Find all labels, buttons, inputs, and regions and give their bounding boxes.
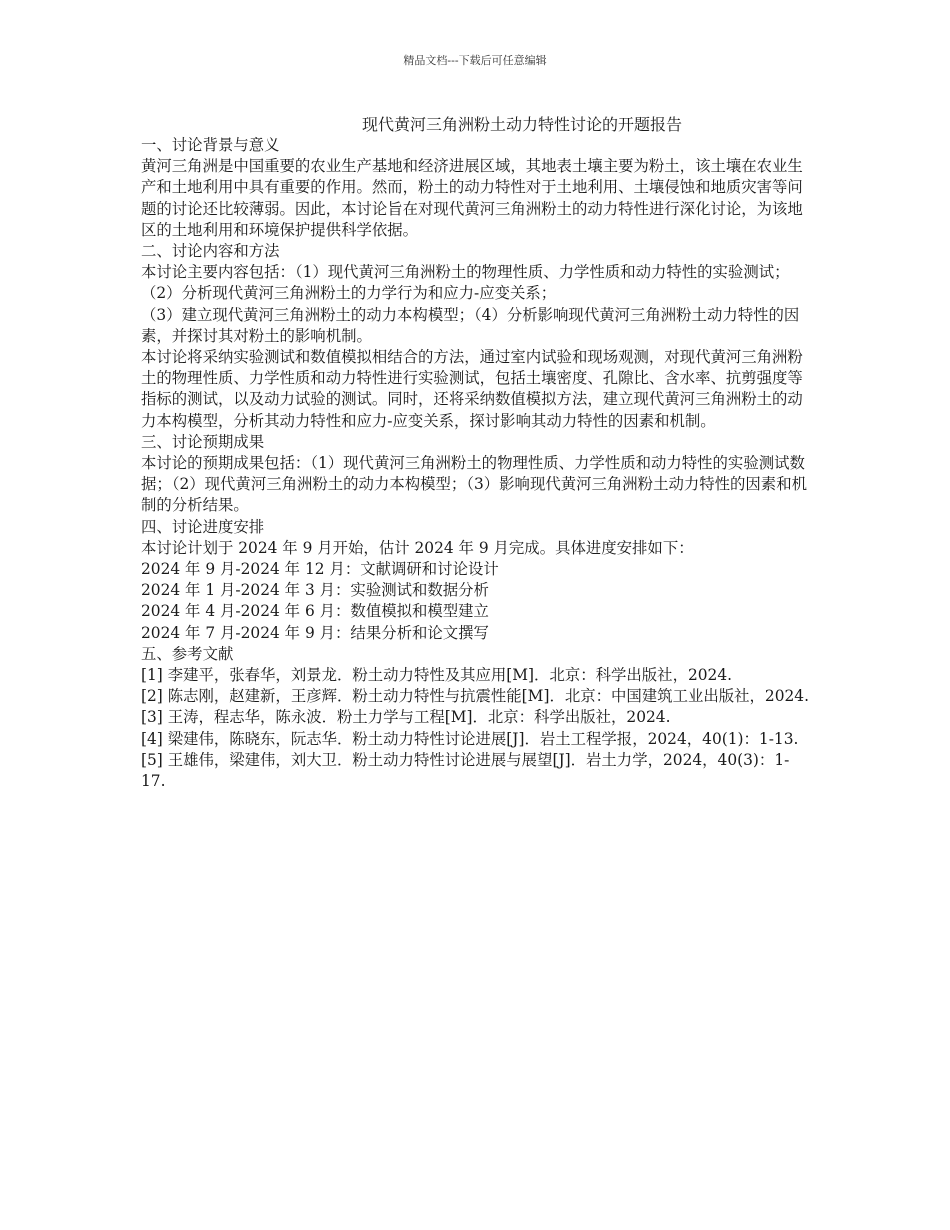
schedule-item: 2024 年 4 月-2024 年 6 月：数值模拟和模型建立 xyxy=(141,602,489,621)
document-title: 现代黄河三角洲粉土动力特性讨论的开题报告 xyxy=(362,115,683,134)
page-header-note: 精品文档---下载后可任意编辑 xyxy=(403,54,547,67)
paragraph-content-1: 本讨论主要内容包括：（1）现代黄河三角洲粉土的物理性质、力学性质和动力特性的实验测试；（2）分析现代黄河三角洲粉土的力学行为和应力-应变关系； xyxy=(141,263,790,303)
reference-item: [5] 王雄伟，梁建伟，刘大卫．粉土动力特性讨论进展与展望[J]．岩土力学，2024，40(3)：1-17. xyxy=(141,750,790,791)
document-body xyxy=(141,135,813,792)
section-heading-expected-results: 三、讨论预期成果 xyxy=(141,432,265,451)
paragraph-content-2: （3）建立现代黄河三角洲粉土的动力本构模型；（4）分析影响现代黄河三角洲粉土动力特性的因素，并探讨其对粉土的影响机制。 xyxy=(141,305,800,345)
section-heading-content-methods: 二、讨论内容和方法 xyxy=(141,242,280,261)
schedule-item: 2024 年 7 月-2024 年 9 月：结果分析和论文撰写 xyxy=(141,623,489,642)
paragraph-methods: 本讨论将采纳实验测试和数值模拟相结合的方法，通过室内试验和现场观测，对现代黄河三角洲粉土的物理性质、力学性质和动力特性进行实验测试，包括土壤密度、孔隙比、含水率、抗剪强度等指标的测试，以及动力试验的测试。同时，还将采纳数值模拟方法，建立现代黄河三角洲粉土的动力本构模型，分析其动力特性和应力-应变关系，探讨影响其动力特性的因素和机制。 xyxy=(141,348,803,430)
reference-item: [2] 陈志刚，赵建新，王彦辉．粉土动力特性与抗震性能[M]．北京：中国建筑工业出版社，2024. xyxy=(141,687,809,706)
section-heading-background: 一、讨论背景与意义 xyxy=(141,136,280,154)
paragraph-schedule-intro: 本讨论计划于 2024 年 9 月开始，估计 2024 年 9 月完成。具体进度安排如下： xyxy=(141,538,694,557)
paragraph-background: 黄河三角洲是中国重要的农业生产基地和经济进展区域，其地表土壤主要为粉土，该土壤在农业生产和土地利用中具有重要的作用。然而，粉土的动力特性对于土地利用、土壤侵蚀和地质灾害等问题的讨论还比较薄弱。因此，本讨论旨在对现代黄河三角洲粉土的动力特性进行深化讨论，为该地区的土地利用和环境保护提供科学依据。 xyxy=(141,157,803,239)
section-heading-references: 五、参考文献 xyxy=(141,644,234,663)
schedule-item: 2024 年 1 月-2024 年 3 月：实验测试和数据分析 xyxy=(141,581,489,600)
reference-item: [3] 王涛，程志华，陈永波．粉土力学与工程[M]．北京：科学出版社，2024. xyxy=(141,708,671,727)
reference-item: [1] 李建平，张春华，刘景龙．粉土动力特性及其应用[M]．北京：科学出版社，2024. xyxy=(141,666,733,685)
schedule-item: 2024 年 9 月-2024 年 12 月：文献调研和讨论设计 xyxy=(141,560,499,579)
reference-item: [4] 梁建伟，陈晓东，阮志华．粉土动力特性讨论进展[J]．岩土工程学报，2024，40(1)：1-13. xyxy=(141,729,799,748)
section-heading-schedule: 四、讨论进度安排 xyxy=(141,517,265,536)
paragraph-expected-results: 本讨论的预期成果包括：（1）现代黄河三角洲粉土的物理性质、力学性质和动力特性的实验测试数据；（2）现代黄河三角洲粉土的动力本构模型；（3）影响现代黄河三角洲粉土动力特性的因素和机制的分析结果。 xyxy=(141,454,807,515)
